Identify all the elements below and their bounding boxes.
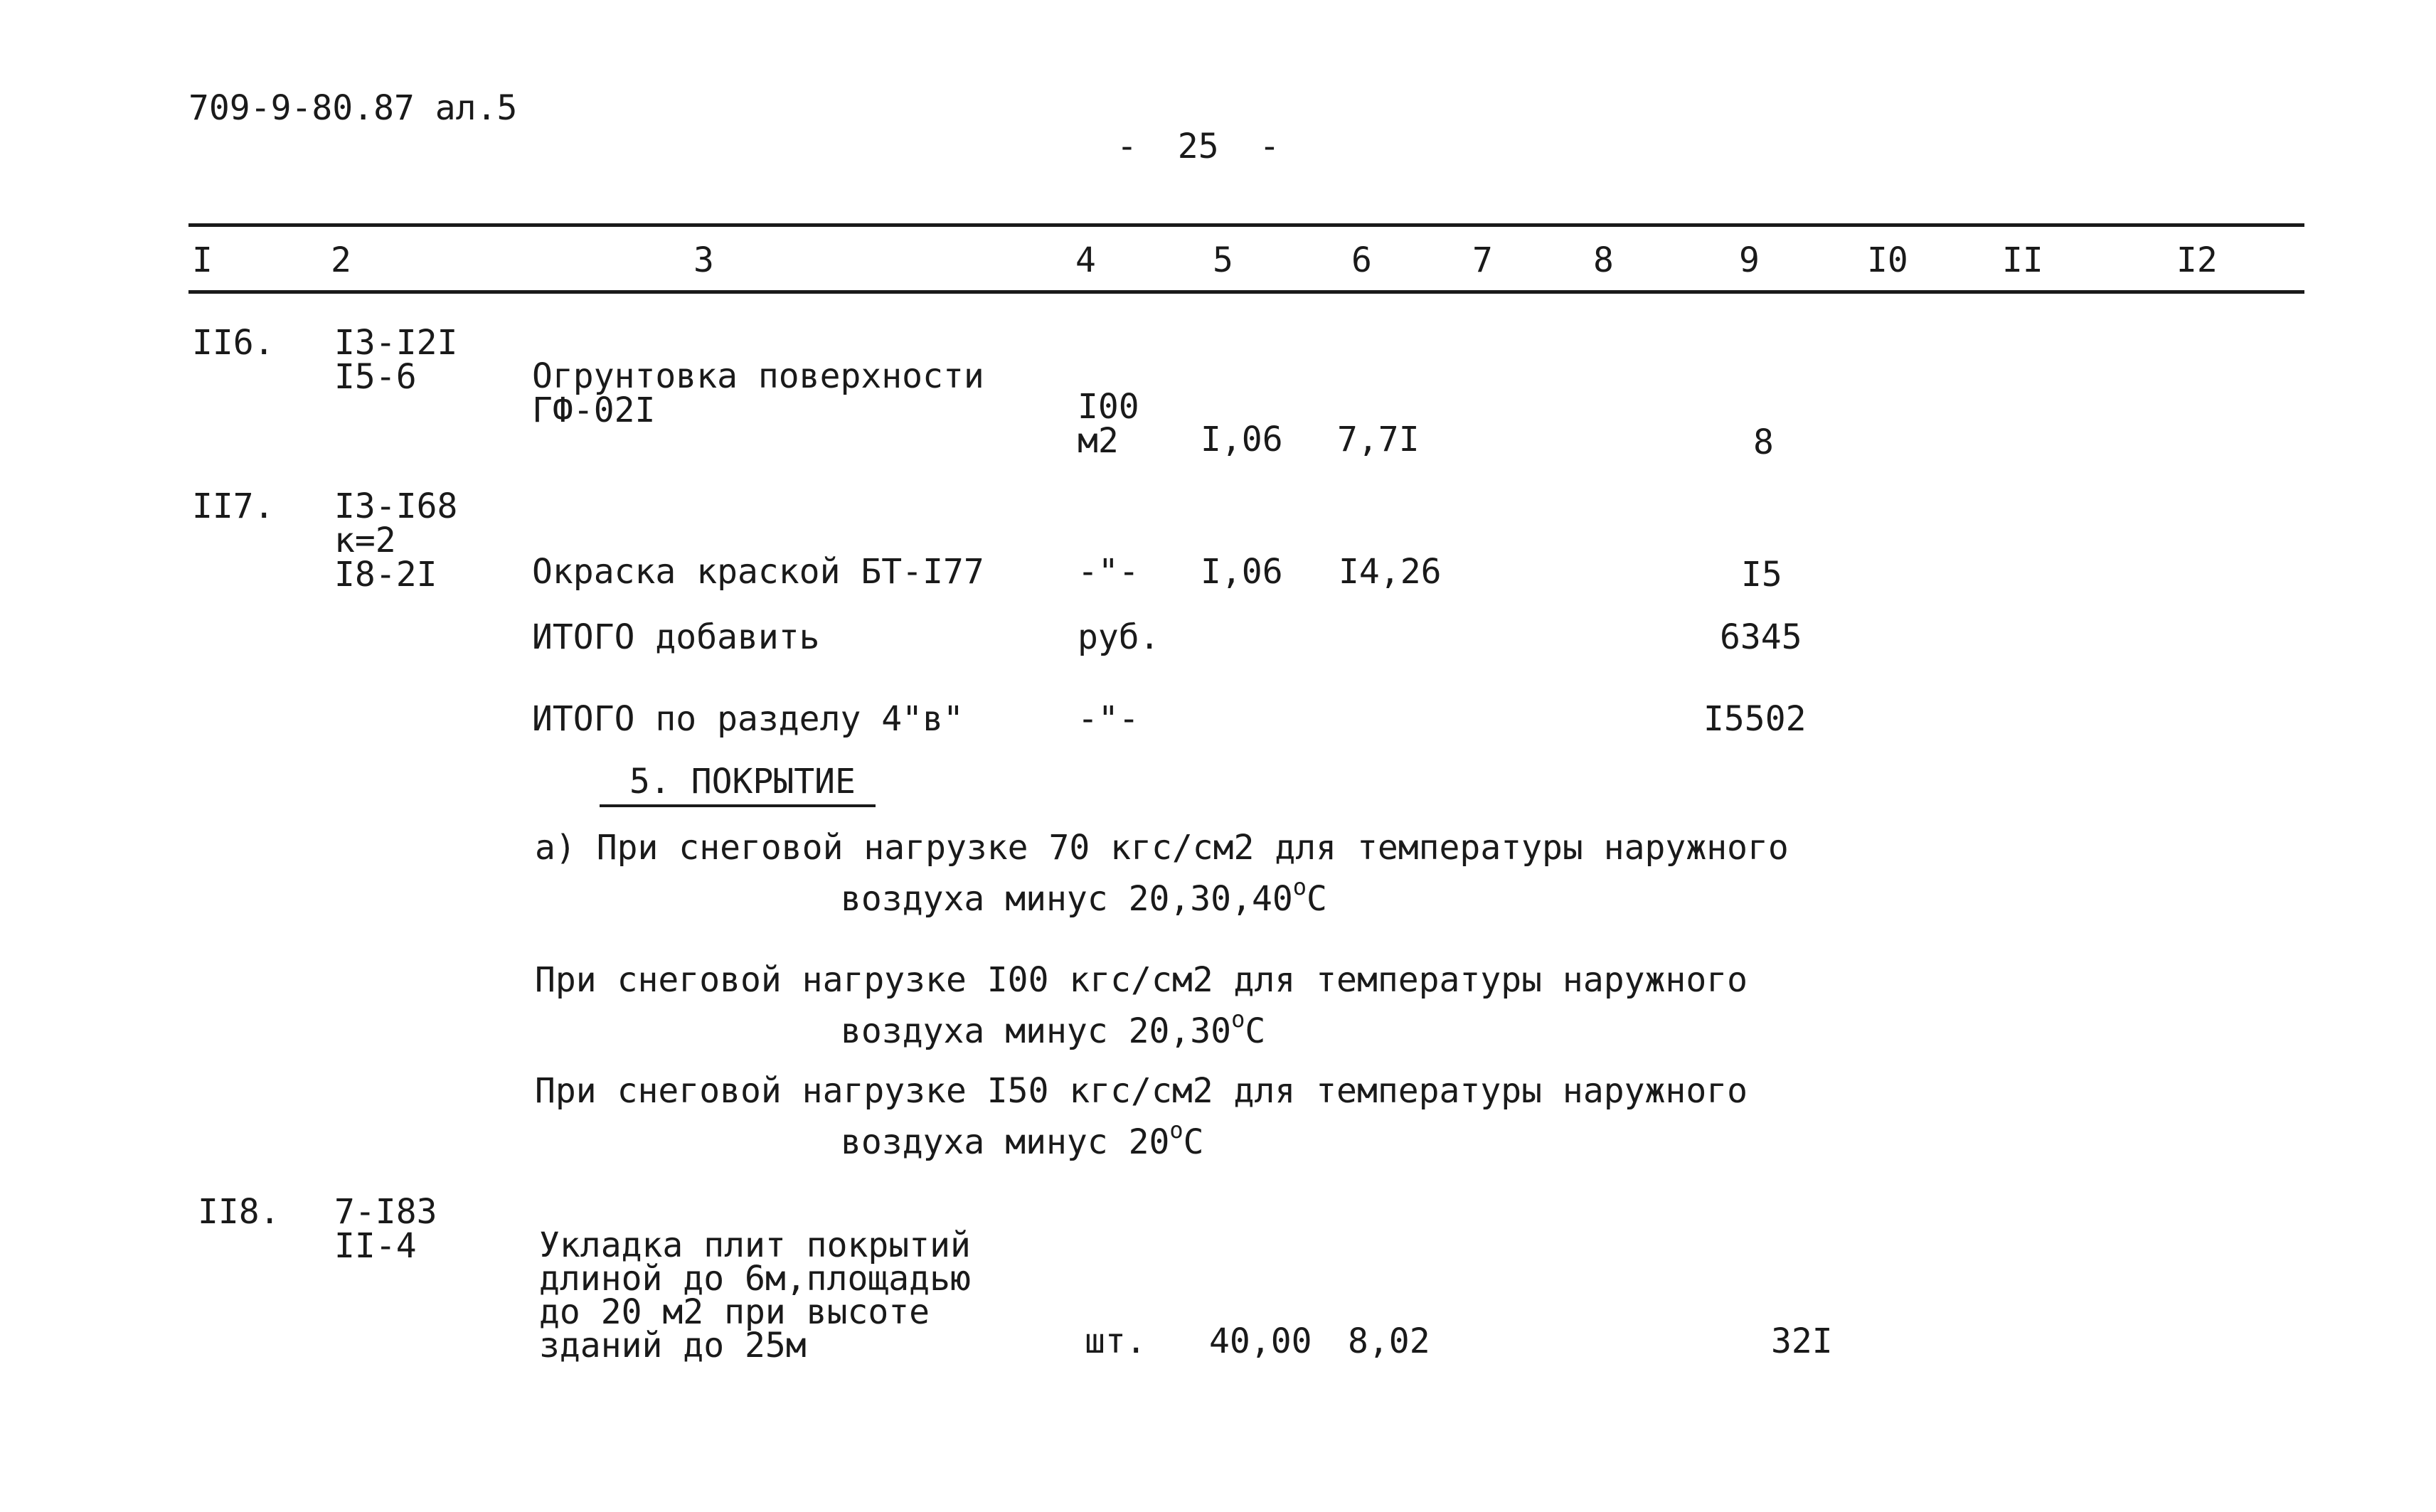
- row-description: Огрунтовка поверхности ГФ-02I: [532, 356, 984, 430]
- row-number: II7.: [192, 486, 275, 526]
- page-number: - 25 -: [1117, 127, 1280, 166]
- celsius-unit: C: [1245, 1011, 1266, 1051]
- section-note-a-line1: а) При снеговой нагрузке 70 кгс/см2 для температуры наружного: [535, 828, 1789, 868]
- row-total: 32I: [1771, 1321, 1833, 1361]
- row-number: II8.: [198, 1192, 280, 1232]
- column-header-8: 8: [1593, 240, 1614, 280]
- row-price: I4,26: [1339, 552, 1442, 592]
- row-description: Укладка плит покрытий длиной до 6м,площадью до 20 м2 при высоте зданий до 25м: [539, 1225, 971, 1366]
- section-title: 5. ПОКРЫТИЕ: [600, 765, 876, 807]
- degree-sign: o: [1292, 873, 1307, 900]
- column-header-6: 6: [1351, 240, 1372, 280]
- degree-sign: o: [1169, 1117, 1184, 1144]
- row-quantity: I,06: [1201, 420, 1283, 459]
- row-total: I5: [1741, 555, 1782, 595]
- table-header-rule: [188, 290, 2304, 294]
- table-top-rule: [188, 223, 2304, 227]
- itogo-section-total: I5502: [1703, 699, 1807, 739]
- section-note-c-line1: При снеговой нагрузке I50 кгс/см2 для температуры наружного: [535, 1071, 1748, 1111]
- row-codes: I3-I2I I5-6: [334, 323, 458, 397]
- row-number: II6.: [192, 323, 275, 363]
- column-header-9: 9: [1739, 240, 1760, 280]
- column-header-11: II: [2002, 240, 2043, 280]
- section-note-c-line2: [841, 1117, 1204, 1162]
- column-header-12: I2: [2176, 240, 2218, 280]
- row-codes: I3-I68 к=2 I8-2I: [334, 486, 458, 595]
- row-quantity: I,06: [1201, 552, 1283, 592]
- column-header-10: I0: [1867, 240, 1908, 280]
- itogo-section-unit: -"-: [1078, 699, 1139, 739]
- document-code: 709-9-80.87 ал.5: [188, 88, 518, 128]
- row-price: 8,02: [1348, 1321, 1430, 1361]
- degree-sign: o: [1231, 1006, 1245, 1033]
- row-unit: I00 м2: [1078, 387, 1139, 461]
- section-note-a-text: воздуха минус 20,30,40: [841, 879, 1293, 919]
- column-header-3: 3: [693, 240, 714, 280]
- column-header-5: 5: [1213, 240, 1233, 280]
- column-header-7: 7: [1472, 240, 1493, 280]
- row-total: 8: [1753, 422, 1774, 462]
- section-note-b-line1: При снеговой нагрузке I00 кгс/см2 для температуры наружного: [535, 960, 1748, 1000]
- section-note-b-line2: [841, 1006, 1266, 1051]
- celsius-unit: C: [1307, 879, 1327, 919]
- section-note-a-line2: [841, 873, 1327, 919]
- section-note-b-text: воздуха минус 20,30: [841, 1011, 1232, 1051]
- row-codes: 7-I83 II-4: [334, 1192, 437, 1266]
- celsius-unit: C: [1183, 1122, 1204, 1162]
- column-header-2: 2: [331, 240, 351, 280]
- section-note-c-text: воздуха минус 20: [841, 1122, 1170, 1162]
- row-unit: -"-: [1078, 552, 1139, 592]
- row-unit: шт.: [1085, 1321, 1147, 1361]
- row-description: Окраска краской БТ-I77: [532, 552, 984, 592]
- row-quantity: 40,00: [1209, 1321, 1312, 1361]
- itogo-add-label: ИТОГО добавить: [532, 617, 820, 657]
- itogo-section-label: ИТОГО по разделу 4"в": [532, 699, 964, 739]
- row-price: 7,7I: [1337, 420, 1420, 459]
- column-header-1: I: [192, 240, 213, 280]
- column-header-4: 4: [1075, 240, 1096, 280]
- itogo-add-total: 6345: [1720, 617, 1802, 657]
- itogo-add-unit: руб.: [1078, 617, 1160, 657]
